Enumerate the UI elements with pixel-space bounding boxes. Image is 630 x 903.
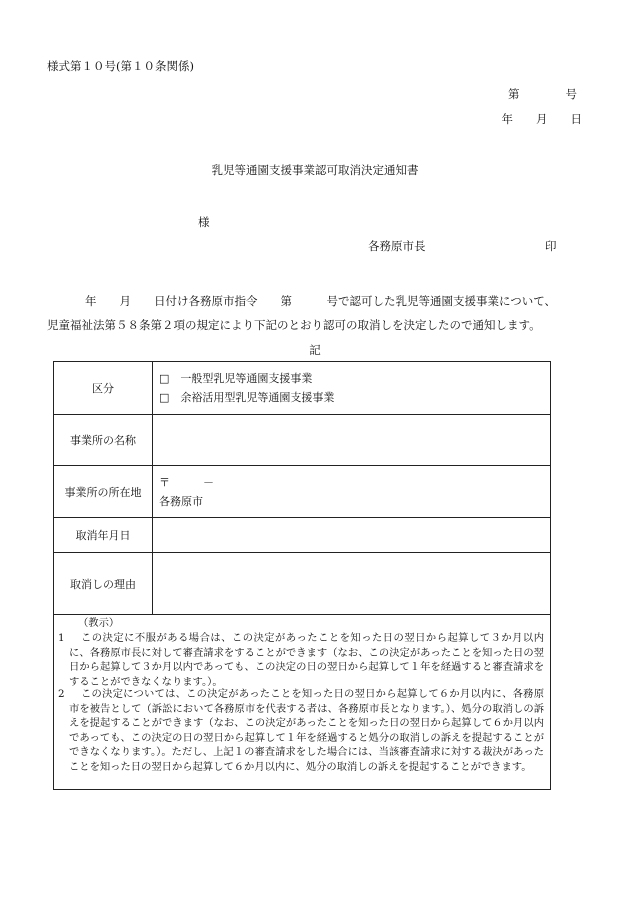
document-title: 乳児等通園支援事業認可取消決定通知書 xyxy=(211,163,419,177)
body-text-line-1: 年 月 日付け各務原市指令 第 号で認可した乳児等通園支援事業について、 xyxy=(85,294,557,308)
facility-name-row xyxy=(53,414,551,466)
notice-item-text: この決定については、この決定があったことを知った日の翌日から起算して６か月以内に、各務原市を被告として（訴訟において各務原市を代表する者は、各務原市長となります。）、処分の取消しの訴えを提起することができます（なお、この決定があったことを知った日の翌日から起算して６か月以内であっても、この決定の日の翌日から起算して１年を経過すると処分の取消しの訴えを提起することができなくなります。）。ただし、上記１の審査請求をした場合には、当該審査請求に対する裁決があったことを知った日の翌日から起算して６か月以内に、処分の取消しの訴えを提起することができます。 xyxy=(69,688,544,773)
revocation-date-row xyxy=(53,517,551,553)
category-options xyxy=(159,369,334,407)
category-label: 区分 xyxy=(54,362,153,414)
notice-item-text: この決定に不服がある場合は、この決定があったことを知った日の翌日から起算して３か月以内に、各務原市長に対して審査請求をすることができます（なお、この決定があったことを知った日の翌日から起算して３か月以内であっても、この決定の日の翌日から起算して１年を経過すると審査請求をすることができなくなります。）。 xyxy=(69,632,544,688)
seal-mark: 印 xyxy=(545,239,557,253)
facility-name-label: 事業所の名称 xyxy=(54,415,153,465)
document-date: 年 月 日 xyxy=(501,112,582,126)
ki-label: 記 xyxy=(309,343,321,357)
category-option-spare-capacity: □ 余裕活用型乳児等通園支援事業 xyxy=(159,391,335,404)
body-text-line-2: 児童福祉法第５８条第２項の規定により下記のとおり認可の取消しを決定したので通知します。 xyxy=(47,318,541,332)
notice-title: （教示） xyxy=(78,617,120,629)
category-option-general: □ 一般型乳児等通園支援事業 xyxy=(159,372,313,385)
revocation-date-label: 取消年月日 xyxy=(54,518,153,552)
facility-address-row xyxy=(53,465,551,518)
notice-item-number: 2 xyxy=(58,688,65,700)
notice-item-1 xyxy=(58,631,544,689)
document-number: 第 号 xyxy=(508,87,577,101)
category-row xyxy=(53,361,551,415)
notice-item-number: 1 xyxy=(58,632,65,644)
form-number: 様式第１０号(第１０条関係) xyxy=(47,59,194,73)
revocation-reason-label: 取消しの理由 xyxy=(54,553,153,614)
postal-code: 〒 － xyxy=(159,476,214,489)
issuer-name: 各務原市長 xyxy=(368,239,426,253)
appeal-notice xyxy=(53,614,551,790)
facility-address-value xyxy=(159,473,214,511)
address-city: 各務原市 xyxy=(159,495,203,508)
revocation-reason-row xyxy=(53,552,551,615)
facility-address-label: 事業所の所在地 xyxy=(54,466,153,517)
recipient-suffix: 様 xyxy=(198,215,210,229)
notice-item-2 xyxy=(58,687,544,775)
